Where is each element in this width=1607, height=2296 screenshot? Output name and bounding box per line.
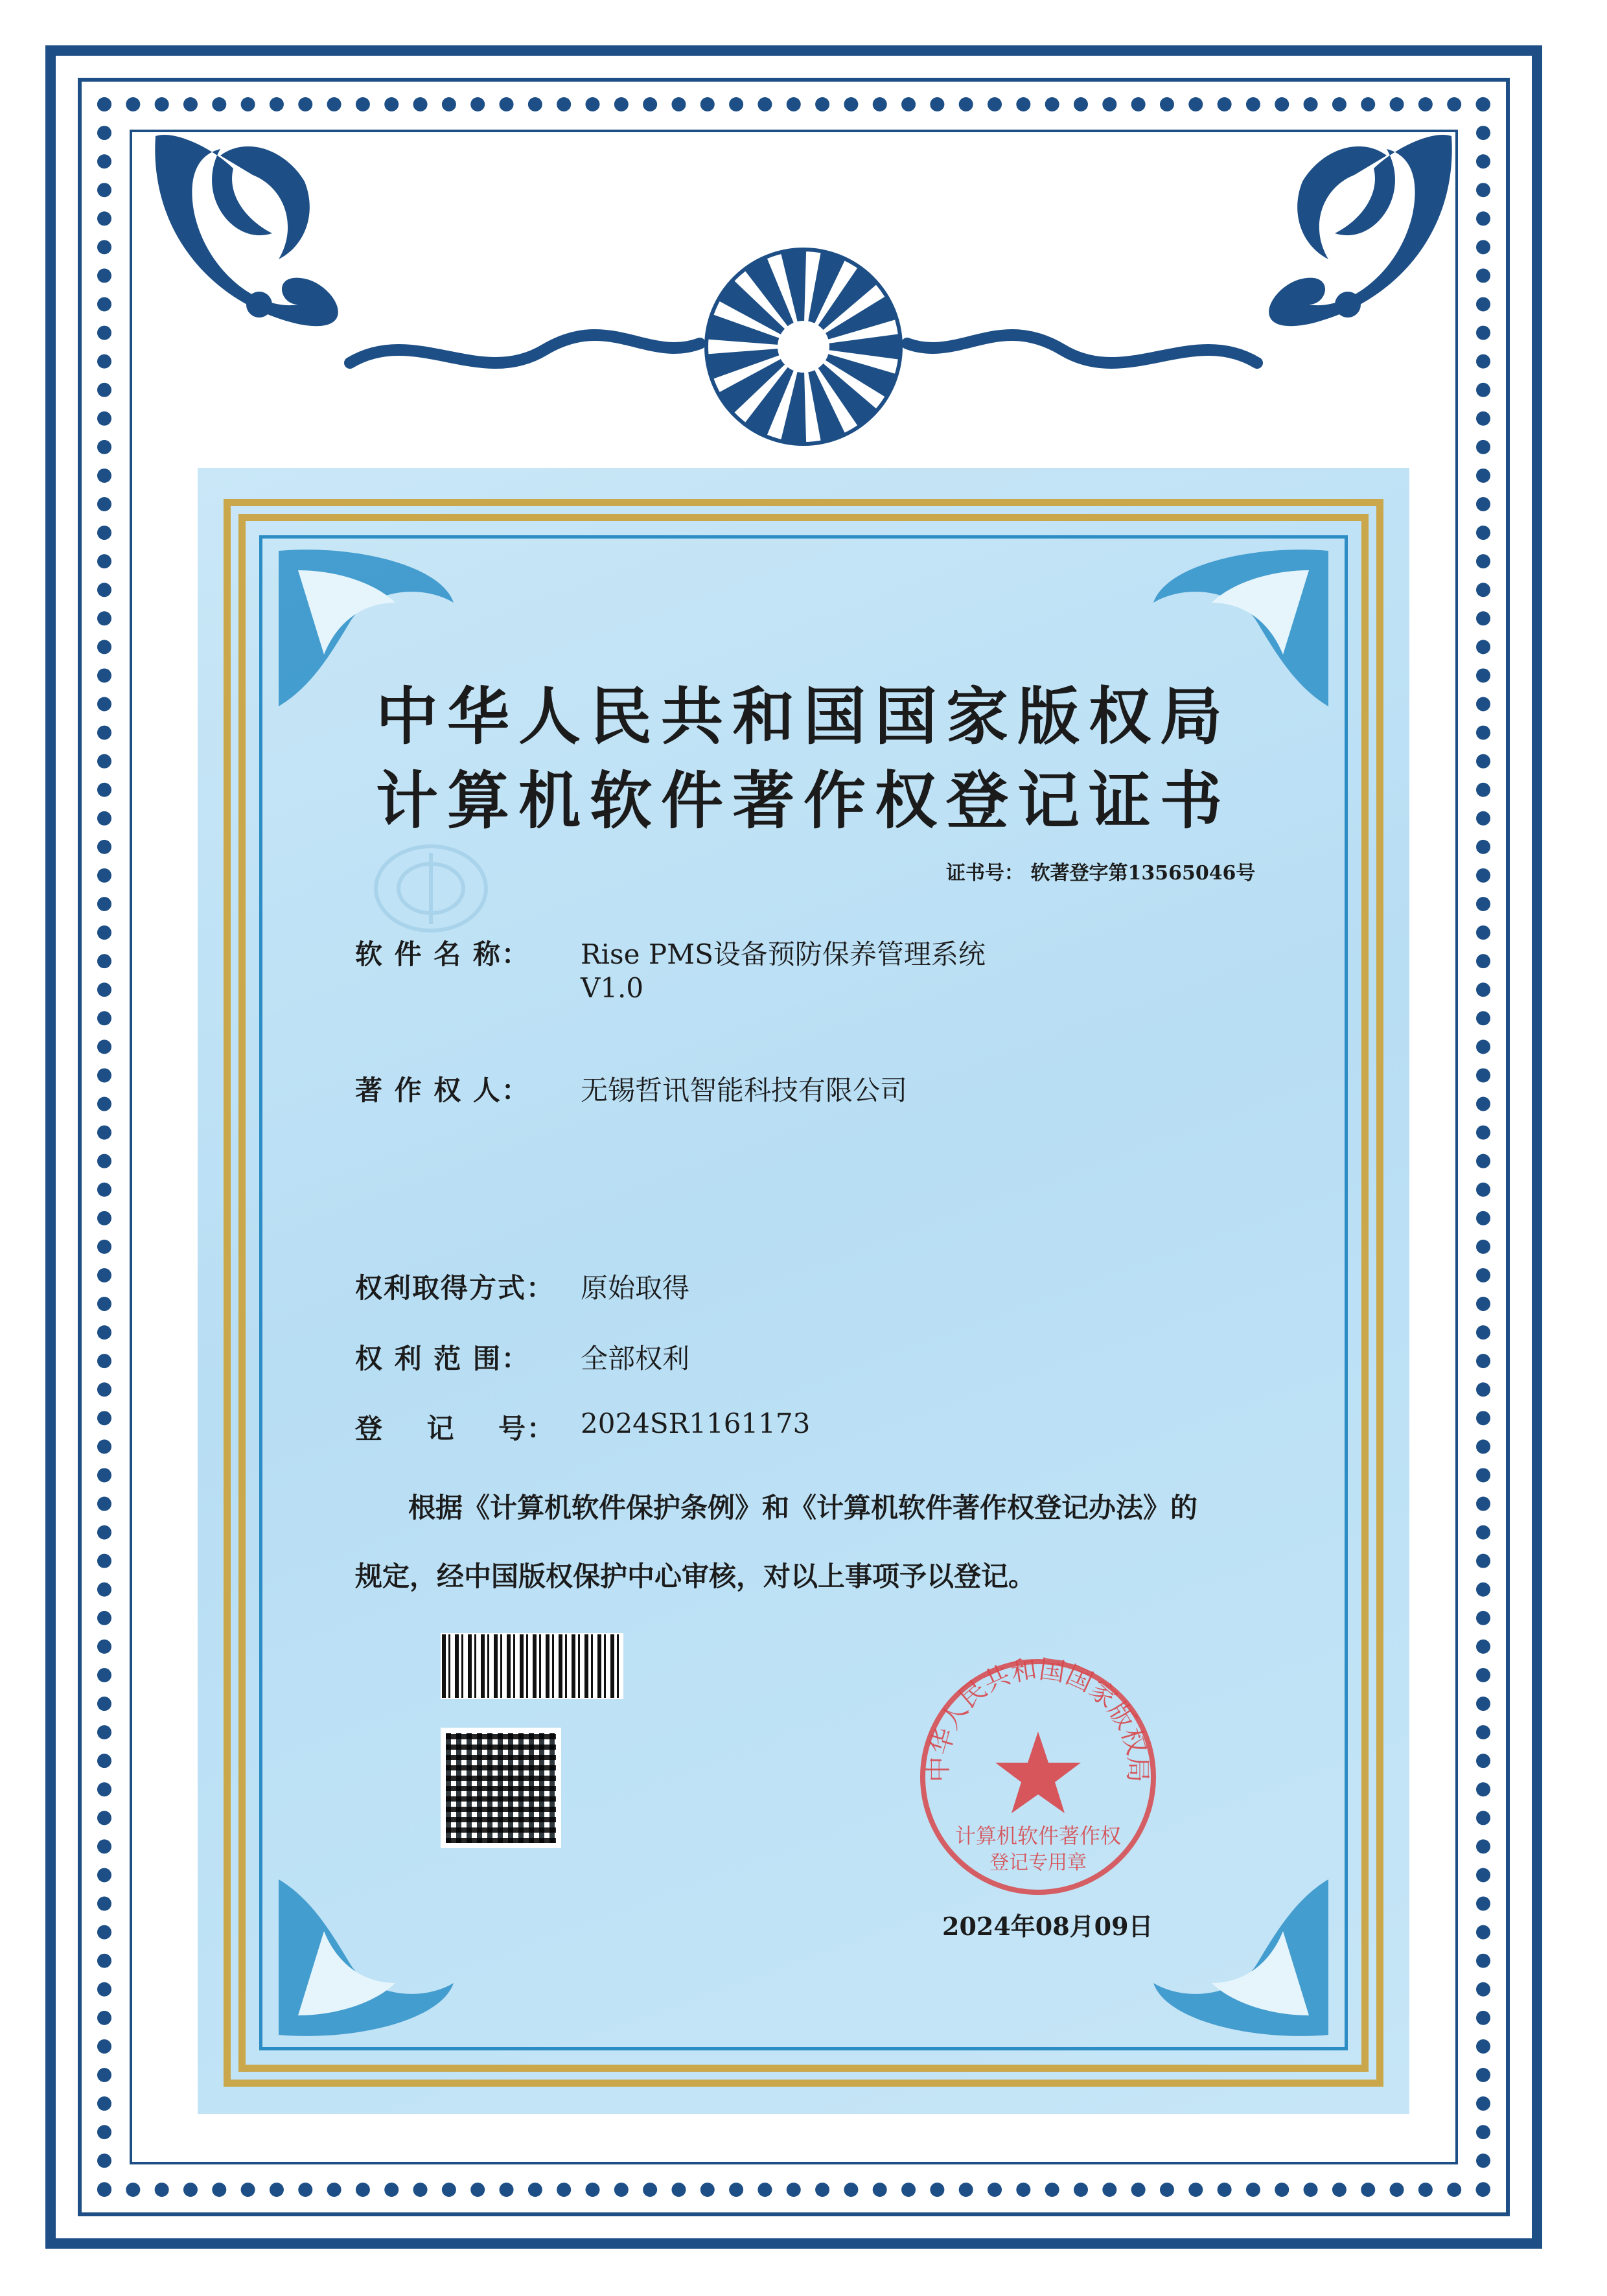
body-text-line-2: 规定，经中国版权保护中心审核，对以上事项予以登记。 — [355, 1560, 1036, 1592]
field-value-copyright-owner: 无锡哲讯智能科技有限公司 — [581, 1074, 908, 1106]
qr-code — [441, 1728, 561, 1848]
top-ornament — [0, 0, 1607, 454]
seal-line-2: 登记专用章 — [989, 1852, 1087, 1873]
field-value-acquisition-method: 原始取得 — [581, 1272, 690, 1304]
field-value-software-name: Rise PMS设备预防保养管理系统 — [581, 938, 986, 970]
certificate-number: 证书号： 软著登字第13565046号 — [946, 862, 1256, 885]
field-value-registration-number: 2024SR1161173 — [581, 1408, 811, 1439]
corner-ornament-bottom-right — [1140, 1873, 1335, 2041]
body-text-line-1: 根据《计算机软件保护条例》和《计算机软件著作权登记办法》的 — [408, 1492, 1198, 1524]
field-value-software-version: V1.0 — [581, 972, 644, 1004]
field-label-copyright-owner: 著 作 权 人： — [355, 1074, 530, 1106]
field-label-rights-scope: 权 利 范 围： — [355, 1343, 530, 1374]
seal-line-1: 计算机软件著作权 — [954, 1824, 1122, 1848]
watermark-emblem — [369, 840, 492, 937]
title-issuer: 中华人民共和国国家版权局 — [376, 680, 1231, 753]
field-label-registration-number: 登 记 号： — [355, 1413, 555, 1444]
official-seal — [915, 1654, 1161, 1900]
barcode — [441, 1633, 623, 1699]
issue-date: 2024年08月09日 — [942, 1912, 1153, 1941]
field-label-acquisition-method: 权利取得方式： — [355, 1272, 555, 1304]
field-label-software-name: 软 件 名 称： — [355, 938, 530, 970]
seal-arc-text: 中华人民共和国国家版权局 — [923, 1654, 1153, 1783]
field-value-rights-scope: 全部权利 — [581, 1343, 690, 1374]
corner-ornament-bottom-left — [272, 1873, 467, 2041]
title-certificate: 计算机软件著作权登记证书 — [376, 764, 1231, 837]
